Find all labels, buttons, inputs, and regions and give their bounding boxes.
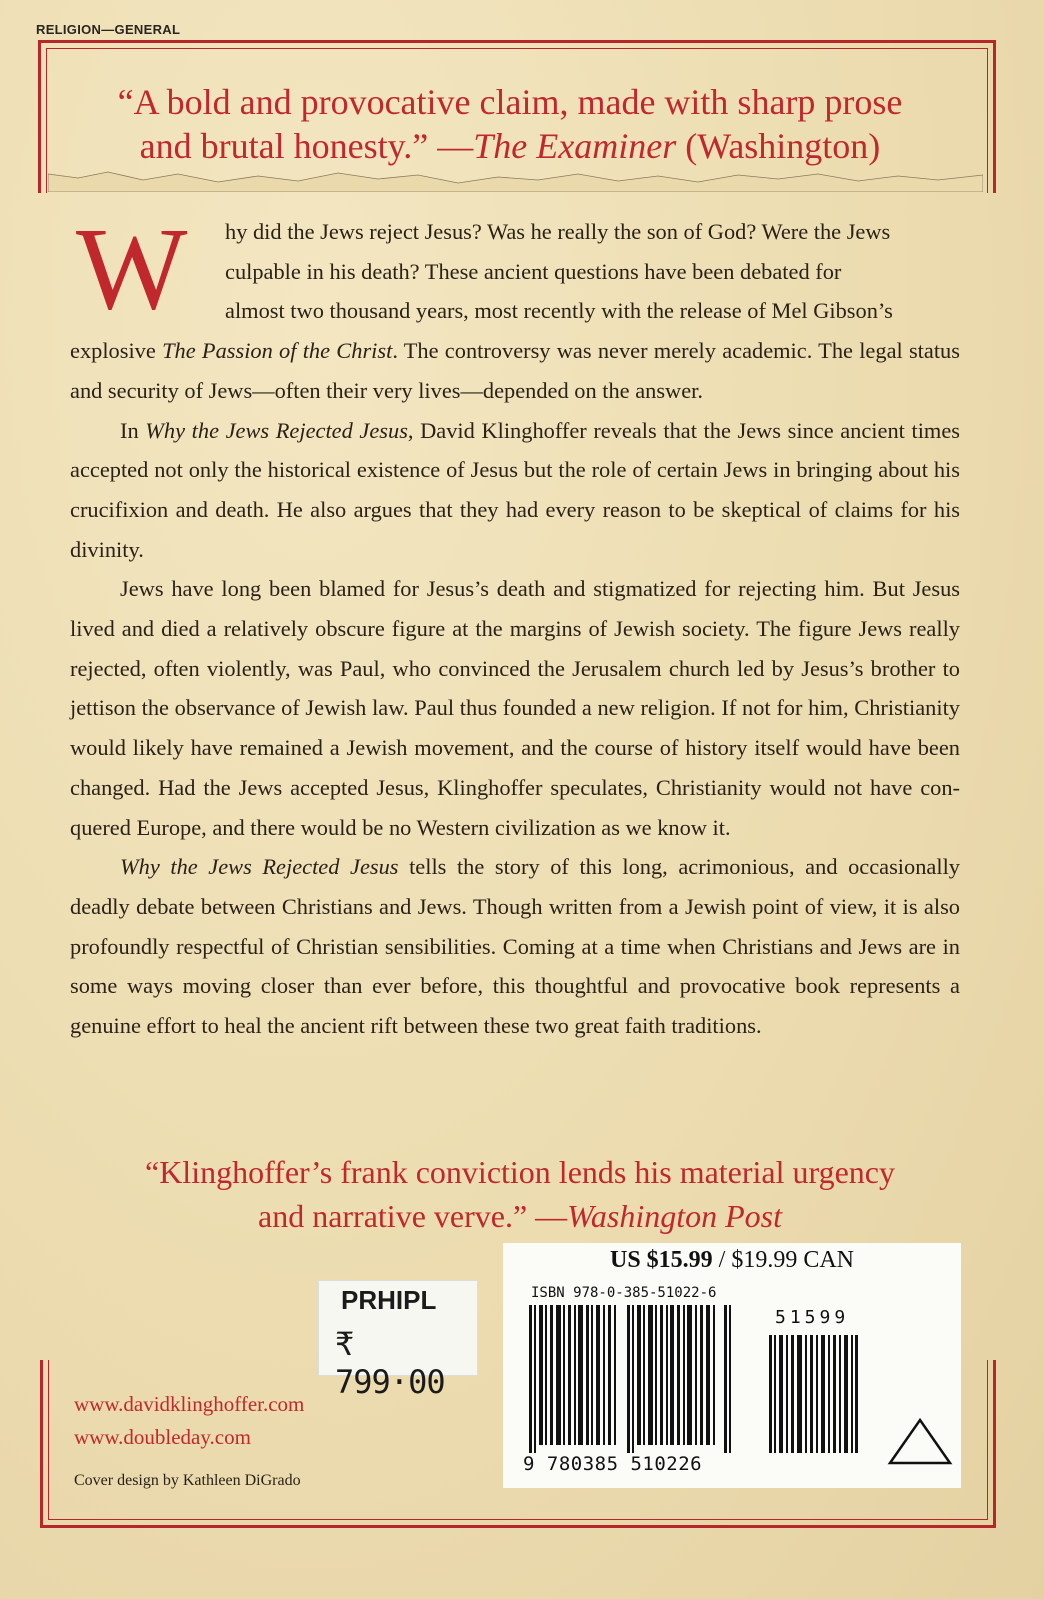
torn-paper-edge: [48, 168, 983, 192]
top-quote-source: The Examiner: [473, 126, 677, 166]
paragraph-4: Why the Jews Rejected Jesus tells the story of this long, acrimonious, and occasionally deadly debate between Christians and Jews. Though written from a Jewish point of view, it is also profoundly respectful of Christian sensibilities. Coming at a time when Christians and Jews are in some ways moving closer than ever before, this thoughtful and provocative book represents a genuine effort to heal the ancient rift between these two great faith traditions.: [70, 854, 960, 1039]
drop-cap: W: [76, 203, 188, 334]
link-author-site[interactable]: www.davidklinghoffer.com: [74, 1392, 305, 1416]
addon-digits: 51599: [775, 1307, 850, 1328]
cover-price: US $15.99 / $19.99 CAN: [609, 1247, 855, 1273]
link-publisher-site[interactable]: www.doubleday.com: [74, 1425, 251, 1449]
bottom-quote-source: Washington Post: [567, 1198, 782, 1234]
price-sticker: [318, 1280, 478, 1401]
price-addon-barcode: [769, 1335, 869, 1453]
paragraph-3: Jews have long been blamed for Jesus’s death and stigmatized for rejecting him. But Jesus lived and died a relatively obscure figure at the margins of Jewish society. The figure Jews really rejected, often violently, was Paul, who convinced the Jerusalem church led by Jesus’s brother to jettison the observance of Jewish law. Paul thus founded a new religion. If not for him, Christianity would likely have remained a Jewish movement, and the course of history itself would have been changed. Had the Jews accepted Jesus, Klinghoffer speculates, Christianity would not have con-quered Europe, and there would be no Western civilization as we know it.: [70, 576, 960, 840]
sticker-store: PRHIPL: [341, 1285, 437, 1315]
paragraph-1-cont: explosive The Passion of the Christ. The controversy was never merely academic. The legal status and security of Jews—often their very lives—depended on the answer.: [70, 338, 960, 403]
sticker-price: ₹ 799·00: [335, 1325, 445, 1401]
paragraph-1: hy did the Jews reject Jesus? Was he really the son of God? Were the Jews culpable in his death? These ancient questions have been debated for almost two thousand years, most recently with the release of Mel Gibson’s: [225, 219, 893, 324]
bottom-quote-line1: “Klinghoffer’s frank conviction lends his material urgency: [144, 1154, 895, 1190]
paragraph-2: In Why the Jews Rejected Jesus, David Klinghoffer reveals that the Jews since ancient times accepted not only the historical existence of Jesus but the role of certain Jews in bringing about his crucifixion and death. He also argues that they had every reason to be skeptical of claims for his divinity.: [70, 417, 960, 562]
top-review-quote: [60, 80, 960, 168]
top-quote-line1: “A bold and provocative claim, made with sharp prose: [117, 82, 903, 122]
website-links: [74, 1388, 304, 1454]
book-description: [70, 203, 960, 1046]
barcode-panel: [503, 1243, 961, 1488]
isbn-barcode: [529, 1305, 739, 1453]
top-quote-line2: and brutal honesty.” —The Examiner (Washington): [139, 126, 881, 166]
bottom-review-quote: [60, 1150, 980, 1238]
publisher-logo-triangle-icon: [887, 1417, 953, 1467]
category-label: RELIGION—GENERAL: [36, 22, 181, 37]
bottom-quote-line2: and narrative verve.” —Washington Post: [257, 1198, 782, 1234]
isbn-label: ISBN 978-0-385-51022-6: [531, 1285, 717, 1301]
cover-credit: Cover design by Kathleen DiGrado: [74, 1472, 301, 1489]
barcode-digits: 9 780385 510226: [523, 1453, 703, 1475]
